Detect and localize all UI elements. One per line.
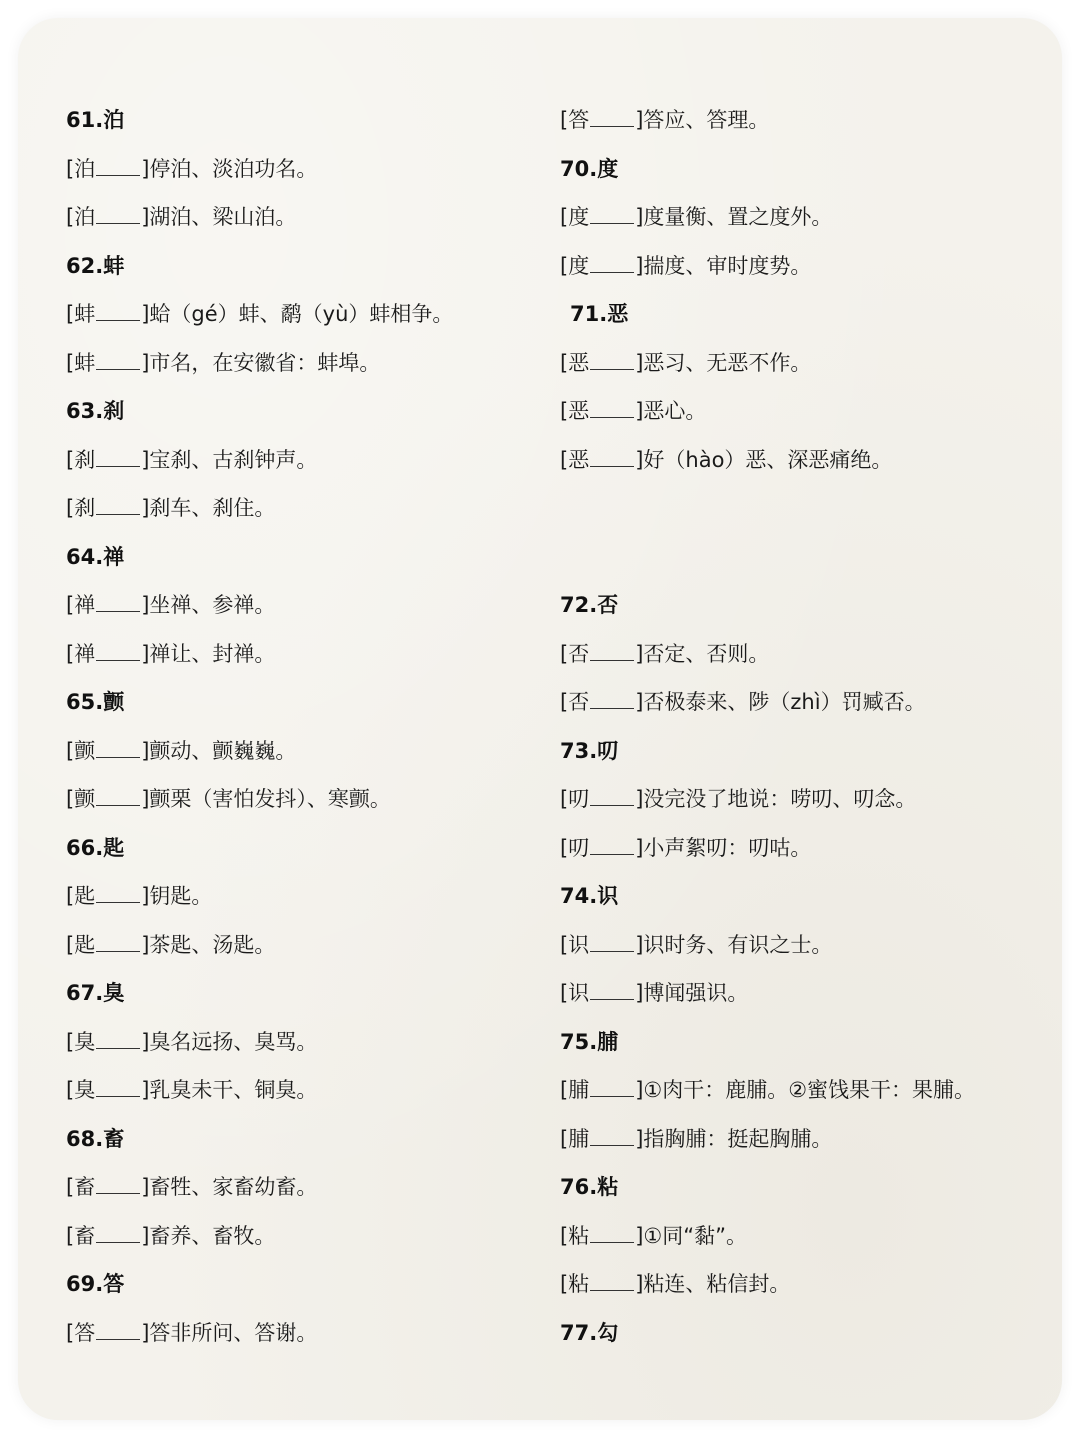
fill-in-entry	[560, 639, 769, 669]
entry-examples: 市名，在安徽省：蚌埠。	[149, 350, 381, 375]
bracket-open: [	[66, 932, 75, 957]
entry-examples: 颤栗（害怕发抖）、寒颤。	[149, 787, 391, 811]
bracket-open: [	[66, 1320, 75, 1345]
entry-examples: 禅让、封禅。	[149, 641, 276, 666]
entry-examples: 宝刹、古刹钟声。	[149, 447, 318, 472]
section-heading: 67.臭	[66, 981, 125, 1005]
fill-in-entry	[66, 930, 275, 960]
bracket-open: [	[66, 156, 75, 181]
bracket-close: ]	[635, 399, 644, 423]
bracket-close: ]	[635, 690, 644, 714]
pinyin-blank[interactable]	[590, 108, 634, 127]
entry-examples: 停泊、淡泊功名。	[149, 156, 318, 181]
pinyin-blank[interactable]	[590, 1224, 634, 1243]
pinyin-blank[interactable]	[590, 933, 634, 952]
fill-in-entry	[560, 348, 811, 378]
bracket-open: [	[66, 350, 75, 375]
entry-character: 匙	[74, 932, 96, 957]
entry-examples: 乳臭未干、铜臭。	[149, 1078, 318, 1102]
section-heading: 71.恶	[570, 302, 629, 326]
worksheet-page	[18, 18, 1062, 1420]
pinyin-blank[interactable]	[96, 1030, 140, 1049]
entry-examples: ①肉干：鹿脯。②蜜饯果干：果脯。	[643, 1078, 976, 1102]
pinyin-blank[interactable]	[96, 884, 140, 903]
entry-character: 刹	[74, 447, 96, 472]
section-heading: 73.叨	[560, 738, 619, 763]
pinyin-blank[interactable]	[96, 448, 140, 467]
fill-in-entry	[66, 736, 296, 766]
bracket-open: [	[560, 1126, 569, 1151]
bracket-open: [	[560, 399, 569, 423]
fill-in-entry	[560, 202, 832, 232]
entry-examples: 畜牲、家畜幼畜。	[149, 1175, 318, 1199]
fill-in-entry	[560, 978, 748, 1008]
entry-character: 臭	[74, 1029, 96, 1054]
section-heading: 69.答	[66, 1272, 125, 1296]
pinyin-blank[interactable]	[96, 1321, 140, 1340]
entry-character: 度	[568, 253, 590, 278]
section-heading: 68.畜	[66, 1126, 125, 1151]
entry-examples: 颤动、颤巍巍。	[149, 738, 297, 763]
entry-examples: 茶匙、汤匙。	[149, 932, 276, 957]
section-heading: 74.识	[560, 884, 619, 908]
entry-examples: 答非所问、答谢。	[149, 1320, 318, 1345]
pinyin-blank[interactable]	[96, 739, 140, 758]
pinyin-blank[interactable]	[590, 1272, 634, 1291]
pinyin-blank[interactable]	[590, 787, 634, 806]
bracket-close: ]	[141, 496, 150, 520]
entry-examples: 指胸脯：挺起胸脯。	[643, 1126, 833, 1151]
entry-character: 泊	[74, 156, 96, 181]
pinyin-blank[interactable]	[96, 302, 140, 321]
bracket-open: [	[66, 884, 75, 908]
pinyin-blank[interactable]	[96, 787, 140, 806]
bracket-close: ]	[635, 787, 644, 811]
entry-character: 臭	[74, 1078, 96, 1102]
entry-character: 粘	[568, 1272, 590, 1296]
pinyin-blank[interactable]	[96, 205, 140, 224]
bracket-open: [	[560, 350, 569, 375]
bracket-close: ]	[141, 205, 150, 229]
bracket-close: ]	[635, 835, 644, 860]
entry-character: 脯	[568, 1126, 590, 1151]
entry-examples: 小声絮叨：叨咕。	[643, 835, 812, 860]
pinyin-blank[interactable]	[96, 351, 140, 370]
entry-examples: 否定、否则。	[643, 641, 770, 666]
entry-character: 识	[568, 981, 590, 1005]
pinyin-blank[interactable]	[96, 593, 140, 612]
fill-in-entry	[560, 687, 926, 717]
bracket-open: [	[560, 981, 569, 1005]
entry-character: 恶	[568, 350, 590, 375]
fill-in-entry	[66, 1221, 275, 1251]
pinyin-blank[interactable]	[590, 981, 634, 1000]
fill-in-entry	[66, 445, 317, 475]
section-heading: 75.脯	[560, 1029, 619, 1054]
fill-in-entry	[66, 784, 391, 814]
pinyin-blank[interactable]	[96, 642, 140, 661]
pinyin-blank[interactable]	[96, 1224, 140, 1243]
bracket-close: ]	[141, 641, 150, 666]
bracket-open: [	[560, 787, 569, 811]
pinyin-blank[interactable]	[590, 690, 634, 709]
bracket-close: ]	[141, 932, 150, 957]
entry-examples: 否极泰来、陟（zhì）罚臧否。	[643, 690, 926, 714]
section-heading: 66.匙	[66, 835, 125, 860]
bracket-close: ]	[141, 593, 150, 617]
section-heading: 77.勾	[560, 1320, 619, 1345]
entry-character: 恶	[568, 399, 590, 423]
entry-character: 刹	[74, 496, 96, 520]
bracket-close: ]	[635, 205, 644, 229]
fill-in-entry	[560, 1124, 832, 1154]
bracket-open: [	[66, 593, 75, 617]
bracket-open: [	[560, 1223, 569, 1248]
entry-character: 答	[74, 1320, 96, 1345]
entry-examples: 粘连、粘信封。	[643, 1272, 791, 1296]
pinyin-blank[interactable]	[590, 351, 634, 370]
bracket-open: [	[66, 302, 75, 326]
section-heading: 63.刹	[66, 399, 125, 423]
bracket-open: [	[66, 1175, 75, 1199]
bracket-close: ]	[141, 350, 150, 375]
entry-character: 粘	[568, 1223, 590, 1248]
entry-examples: 答应、答理。	[643, 108, 770, 132]
fill-in-entry	[66, 1318, 317, 1348]
bracket-open: [	[560, 641, 569, 666]
section-heading: 65.颤	[66, 690, 125, 714]
bracket-open: [	[560, 108, 569, 132]
entry-character: 识	[568, 932, 590, 957]
fill-in-entry	[66, 639, 275, 669]
pinyin-blank[interactable]	[96, 157, 140, 176]
bracket-open: [	[66, 787, 75, 811]
entry-examples: 蛤（gé）蚌、鹬（yù）蚌相争。	[149, 302, 454, 326]
entry-examples: 没完没了地说：唠叨、叨念。	[643, 787, 917, 811]
pinyin-blank[interactable]	[590, 205, 634, 224]
section-heading: 70.度	[560, 156, 619, 181]
bracket-close: ]	[141, 302, 150, 326]
bracket-close: ]	[635, 641, 644, 666]
entry-character: 蚌	[74, 302, 96, 326]
pinyin-blank[interactable]	[590, 399, 634, 418]
entry-character: 畜	[74, 1223, 96, 1248]
bracket-open: [	[560, 205, 569, 229]
bracket-close: ]	[141, 156, 150, 181]
fill-in-entry	[560, 930, 832, 960]
fill-in-entry	[66, 1172, 317, 1202]
fill-in-entry	[66, 1027, 317, 1057]
bracket-open: [	[66, 447, 75, 472]
pinyin-blank[interactable]	[96, 1078, 140, 1097]
fill-in-entry	[66, 881, 212, 911]
pinyin-blank[interactable]	[96, 1175, 140, 1194]
entry-character: 否	[568, 690, 590, 714]
entry-character: 脯	[568, 1078, 590, 1102]
fill-in-entry	[560, 251, 811, 281]
bracket-close: ]	[141, 738, 150, 763]
entry-character: 禅	[74, 593, 96, 617]
bracket-close: ]	[635, 1223, 644, 1248]
bracket-open: [	[560, 447, 569, 472]
entry-examples: 坐禅、参禅。	[149, 593, 276, 617]
pinyin-blank[interactable]	[96, 496, 140, 515]
entry-character: 蚌	[74, 350, 96, 375]
entry-character: 度	[568, 205, 590, 229]
entry-character: 泊	[74, 205, 96, 229]
entry-examples: 臭名远扬、臭骂。	[149, 1029, 318, 1054]
bracket-open: [	[560, 690, 569, 714]
fill-in-entry	[560, 1221, 747, 1251]
fill-in-entry	[66, 1075, 317, 1105]
fill-in-entry	[560, 833, 811, 863]
bracket-close: ]	[141, 1029, 150, 1054]
section-heading: 76.粘	[560, 1175, 619, 1199]
bracket-close: ]	[141, 1320, 150, 1345]
entry-character: 颤	[74, 787, 96, 811]
bracket-open: [	[66, 205, 75, 229]
fill-in-entry	[560, 1269, 790, 1299]
bracket-close: ]	[635, 1078, 644, 1102]
bracket-open: [	[66, 641, 75, 666]
fill-in-entry	[560, 396, 706, 426]
fill-in-entry	[66, 202, 296, 232]
section-heading: 72.否	[560, 593, 619, 617]
bracket-open: [	[66, 1029, 75, 1054]
bracket-close: ]	[635, 1272, 644, 1296]
bracket-close: ]	[141, 787, 150, 811]
pinyin-blank[interactable]	[590, 448, 634, 467]
entry-examples: 恶习、无恶不作。	[643, 350, 812, 375]
pinyin-blank[interactable]	[590, 642, 634, 661]
bracket-close: ]	[635, 447, 644, 472]
pinyin-blank[interactable]	[590, 1127, 634, 1146]
fill-in-entry	[66, 299, 453, 329]
bracket-close: ]	[635, 108, 644, 132]
entry-examples: 刹车、刹住。	[149, 496, 276, 520]
entry-examples: 好（hào）恶、深恶痛绝。	[643, 447, 893, 472]
pinyin-blank[interactable]	[590, 1078, 634, 1097]
bracket-open: [	[560, 932, 569, 957]
bracket-open: [	[66, 496, 75, 520]
bracket-open: [	[66, 1223, 75, 1248]
entry-character: 答	[568, 108, 590, 132]
entry-character: 禅	[74, 641, 96, 666]
entry-examples: 畜养、畜牧。	[149, 1223, 276, 1248]
bracket-close: ]	[635, 253, 644, 278]
bracket-close: ]	[635, 350, 644, 375]
bracket-close: ]	[141, 1078, 150, 1102]
bracket-close: ]	[635, 932, 644, 957]
bracket-open: [	[66, 738, 75, 763]
fill-in-entry	[560, 784, 916, 814]
section-heading: 62.蚌	[66, 253, 125, 278]
bracket-close: ]	[141, 447, 150, 472]
section-heading: 61.泊	[66, 108, 125, 132]
fill-in-entry	[560, 105, 769, 135]
bracket-open: [	[560, 1272, 569, 1296]
entry-examples: 度量衡、置之度外。	[643, 205, 833, 229]
fill-in-entry	[66, 493, 275, 523]
entry-examples: 湖泊、梁山泊。	[149, 205, 297, 229]
entry-examples: 识时务、有识之士。	[643, 932, 833, 957]
entry-examples: 博闻强识。	[643, 981, 749, 1005]
entry-character: 叨	[568, 835, 590, 860]
entry-character: 否	[568, 641, 590, 666]
bracket-close: ]	[141, 1175, 150, 1199]
entry-character: 恶	[568, 447, 590, 472]
fill-in-entry	[66, 348, 380, 378]
entry-examples: ①同“黏”。	[643, 1223, 747, 1248]
fill-in-entry	[66, 154, 317, 184]
entry-character: 颤	[74, 738, 96, 763]
bracket-close: ]	[141, 1223, 150, 1248]
fill-in-entry	[66, 590, 275, 620]
entry-examples: 揣度、审时度势。	[643, 253, 812, 278]
bracket-open: [	[560, 253, 569, 278]
entry-character: 畜	[74, 1175, 96, 1199]
entry-examples: 钥匙。	[149, 884, 213, 908]
pinyin-blank[interactable]	[590, 254, 634, 273]
bracket-close: ]	[141, 884, 150, 908]
entry-examples: 恶心。	[643, 399, 707, 423]
entry-character: 叨	[568, 787, 590, 811]
bracket-open: [	[560, 835, 569, 860]
pinyin-blank[interactable]	[96, 933, 140, 952]
pinyin-blank[interactable]	[590, 836, 634, 855]
entry-character: 匙	[74, 884, 96, 908]
section-heading: 64.禅	[66, 544, 125, 569]
fill-in-entry	[560, 1075, 975, 1105]
bracket-open: [	[66, 1078, 75, 1102]
bracket-open: [	[560, 1078, 569, 1102]
bracket-close: ]	[635, 981, 644, 1005]
bracket-close: ]	[635, 1126, 644, 1151]
fill-in-entry	[560, 445, 892, 475]
